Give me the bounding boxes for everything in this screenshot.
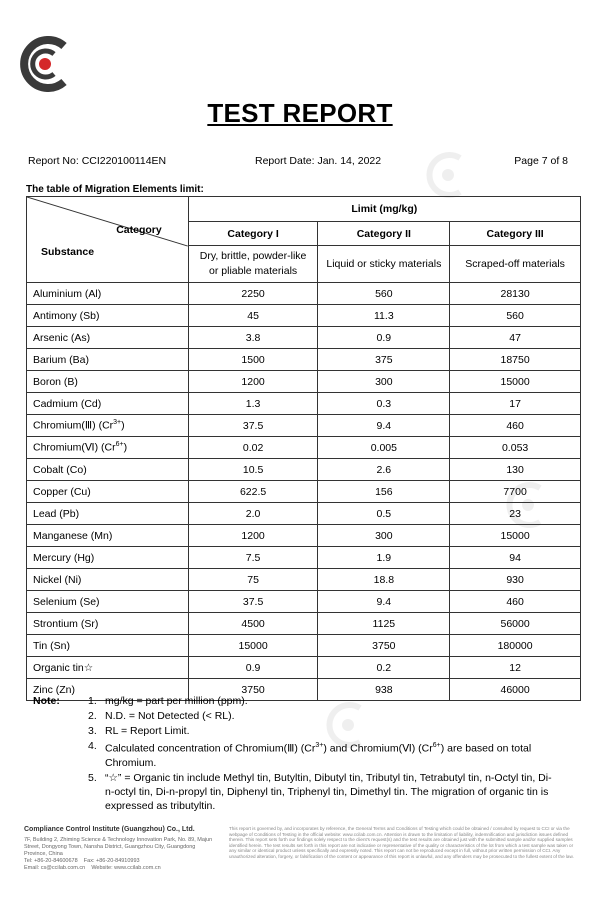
table-row xyxy=(27,635,581,657)
limit-value-cat1: 3750 xyxy=(188,679,318,701)
footer-fax: Fax: +86-20-84910993 xyxy=(83,858,140,864)
table-row xyxy=(27,283,581,305)
substance-name: Selenium (Se) xyxy=(33,595,100,608)
category-1-description: Dry, brittle, powder-like or pliable materials xyxy=(188,246,318,283)
footer-address-block xyxy=(24,837,214,872)
limit-value-cat3: 7700 xyxy=(450,481,581,503)
limit-value-cat2: 0.3 xyxy=(318,393,450,415)
substance-cell xyxy=(27,481,189,503)
note-text: mg/kg = part per million (ppm). xyxy=(105,695,248,707)
footer-company: Compliance Control Institute (Guangzhou) Co., Ltd. xyxy=(24,826,195,833)
limit-value-cat3: 15000 xyxy=(450,525,581,547)
note-superscript: 6+ xyxy=(432,742,441,749)
limit-value-cat2: 9.4 xyxy=(318,591,450,613)
substance-name: Tin (Sn) xyxy=(33,639,70,652)
substance-label: Substance xyxy=(41,246,95,258)
limit-value-cat1: 75 xyxy=(188,569,318,591)
substance-name: Strontium (Sr) xyxy=(33,617,99,630)
substance-name: Manganese (Mn) xyxy=(33,529,113,542)
limit-value-cat3: 46000 xyxy=(450,679,581,701)
table-row xyxy=(27,349,581,371)
note-text: ) are based on total Chromium. xyxy=(105,742,532,769)
table-row xyxy=(27,569,581,591)
note-text: Calculated concentration of Chromium(Ⅲ) (Cr xyxy=(105,742,316,755)
substance-cell xyxy=(27,283,189,305)
substance-name: Cobalt (Co) xyxy=(33,463,87,476)
page-number: Page 7 of 8 xyxy=(514,155,568,167)
limit-value-cat3: 23 xyxy=(450,503,581,525)
footer-legal-text: This report is governed by, and incorporates by reference, the General Terms and Conditions of Testing which could be obtained / consulted by request to CCI or via the webpage of Conditions of Testing in the official website: www.ccilab.com.cn. Attention is drawn to the limitation of liability, indemnification and jurisdiction issues defined therein. This report sets forth our findings solely respect to the client's request(s) and the test results are obtained just with the submitted sample and/or supplied samples identified herein. The test results set forth in this report are not indicative or representative of the quality or characteristics of the lot from which a test sample was taken or any similar or identical product unless specifically and expressly noted. This report can not be reproduced except in full, without prior written permission of CCI. Any unauthorized alteration, forgery, or falsification of the content or appearance of this report is unlawful, and any offenders may be prosecuted to the fullest extent of the law. xyxy=(229,826,574,859)
limit-value-cat2: 0.2 xyxy=(318,657,450,679)
note-number: 1. xyxy=(88,695,97,707)
limit-value-cat3: 460 xyxy=(450,415,581,437)
limit-value-cat3: 930 xyxy=(450,569,581,591)
substance-cell xyxy=(27,503,189,525)
limit-value-cat2: 300 xyxy=(318,525,450,547)
limit-value-cat2: 0.9 xyxy=(318,327,450,349)
limit-value-cat1: 2250 xyxy=(188,283,318,305)
limit-value-cat3: 17 xyxy=(450,393,581,415)
limit-value-cat3: 94 xyxy=(450,547,581,569)
substance-cell xyxy=(27,547,189,569)
footer-tel: Tel: +86-20-84600678 xyxy=(24,858,78,864)
limit-value-cat1: 0.02 xyxy=(188,437,318,459)
substance-name: Nickel (Ni) xyxy=(33,573,82,586)
substance-name: Chromium(Ⅲ) (Cr xyxy=(33,419,114,432)
substance-cell xyxy=(27,591,189,613)
limit-value-cat3: 18750 xyxy=(450,349,581,371)
substance-name: Organic tin☆ xyxy=(33,661,94,674)
limit-value-cat1: 1200 xyxy=(188,525,318,547)
note-number: 3. xyxy=(88,725,97,737)
substance-name: Zinc (Zn) xyxy=(33,683,75,696)
limit-value-cat3: 15000 xyxy=(450,371,581,393)
category-2-header: Category II xyxy=(318,222,450,246)
table-row xyxy=(27,371,581,393)
limit-value-cat3: 56000 xyxy=(450,613,581,635)
substance-cell xyxy=(27,525,189,547)
report-date: Report Date: Jan. 14, 2022 xyxy=(255,155,382,167)
limit-value-cat2: 1.9 xyxy=(318,547,450,569)
note-number: 4. xyxy=(88,740,97,752)
table-row xyxy=(27,459,581,481)
limit-value-cat2: 9.4 xyxy=(318,415,450,437)
substance-name: Mercury (Hg) xyxy=(33,551,95,564)
substance-name: Boron (B) xyxy=(33,375,78,388)
footer-email: Email: cs@ccilab.com.cn xyxy=(24,865,86,871)
report-number: Report No: CCI220100114EN xyxy=(28,155,167,167)
limit-value-cat2: 560 xyxy=(318,283,450,305)
note-number: 2. xyxy=(88,710,97,722)
limit-value-cat3: 28130 xyxy=(450,283,581,305)
limit-value-cat3: 460 xyxy=(450,591,581,613)
migration-limit-table xyxy=(26,196,581,701)
table-row xyxy=(27,437,581,459)
footer-website[interactable]: Website: www.ccilab.com.cn xyxy=(91,865,161,871)
table-row xyxy=(27,503,581,525)
limit-value-cat2: 375 xyxy=(318,349,450,371)
note-text: “☆” = Organic tin include Methyl tin, Butyltin, Dibutyl tin, Tributyl tin, Tetrabutyl tin, n-Octyl tin, Di-n-octyl tin, Di-n-propyl tin, Diphenyl tin, Triphenyl tin, Dimethyl tin. The migration of organic tin is expressed as tributyltin. xyxy=(105,771,552,812)
note-item xyxy=(33,709,555,723)
category-substance-header xyxy=(27,197,189,283)
note-item xyxy=(33,739,555,770)
table-row xyxy=(27,657,581,679)
limit-header: Limit (mg/kg) xyxy=(188,197,580,222)
limit-value-cat3: 560 xyxy=(450,305,581,327)
limit-value-cat1: 622.5 xyxy=(188,481,318,503)
limit-value-cat1: 37.5 xyxy=(188,415,318,437)
category-3-header: Category III xyxy=(450,222,581,246)
limit-value-cat2: 1125 xyxy=(318,613,450,635)
substance-suffix: ) xyxy=(121,419,125,432)
limit-value-cat1: 7.5 xyxy=(188,547,318,569)
footer-address: 7F, Building 2, Zhiming Science & Technology Innovation Park, No. 89, Majun Street, Dongyong Town, Nansha District, Guangzhou City, Guangdong Province, China xyxy=(24,837,213,857)
limit-value-cat3: 130 xyxy=(450,459,581,481)
category-label: Category xyxy=(116,224,162,236)
category-2-description: Liquid or sticky materials xyxy=(318,246,450,283)
table-caption: The table of Migration Elements limit: xyxy=(26,184,204,195)
limit-value-cat1: 1500 xyxy=(188,349,318,371)
substance-name: Aluminium (Al) xyxy=(33,287,102,300)
substance-name: Chromium(Ⅵ) (Cr xyxy=(33,441,116,454)
substance-suffix: ) xyxy=(123,441,128,454)
limit-value-cat1: 15000 xyxy=(188,635,318,657)
category-1-header: Category I xyxy=(188,222,318,246)
company-logo xyxy=(12,36,76,92)
substance-cell xyxy=(27,569,189,591)
ion-charge: 3+ xyxy=(113,419,122,427)
substance-cell xyxy=(27,393,189,415)
substance-cell xyxy=(27,657,189,679)
substance-cell xyxy=(27,613,189,635)
limit-value-cat1: 45 xyxy=(188,305,318,327)
substance-name: Cadmium (Cd) xyxy=(33,397,102,410)
table-row xyxy=(27,327,581,349)
table-row xyxy=(27,481,581,503)
table-row xyxy=(27,305,581,327)
substance-name: Lead (Pb) xyxy=(33,507,80,520)
substance-cell xyxy=(27,305,189,327)
substance-name: Arsenic (As) xyxy=(33,331,91,344)
substance-cell xyxy=(27,635,189,657)
limit-value-cat1: 2.0 xyxy=(188,503,318,525)
limit-value-cat1: 0.9 xyxy=(188,657,318,679)
note-text: N.D. = Not Detected (< RL). xyxy=(105,710,235,722)
substance-name: Copper (Cu) xyxy=(33,485,91,498)
table-row xyxy=(27,613,581,635)
note-item xyxy=(33,694,555,708)
note-text: ) and Chromium(Ⅵ) (Cr xyxy=(323,742,433,755)
limit-value-cat3: 0.053 xyxy=(450,437,581,459)
limit-value-cat2: 0.005 xyxy=(318,437,450,459)
page-title: TEST REPORT xyxy=(207,98,393,128)
limit-value-cat2: 938 xyxy=(318,679,450,701)
category-3-description: Scraped-off materials xyxy=(450,246,581,283)
ion-charge: 6+ xyxy=(115,441,124,449)
substance-cell xyxy=(27,415,189,437)
limit-value-cat1: 37.5 xyxy=(188,591,318,613)
limit-value-cat1: 1200 xyxy=(188,371,318,393)
limit-value-cat2: 156 xyxy=(318,481,450,503)
diagonal-line xyxy=(27,197,188,282)
limit-value-cat2: 18.8 xyxy=(318,569,450,591)
limit-value-cat2: 11.3 xyxy=(318,305,450,327)
notes-label: Note: xyxy=(33,695,60,707)
limit-value-cat1: 1.3 xyxy=(188,393,318,415)
note-number: 5. xyxy=(88,771,97,784)
limit-value-cat1: 3.8 xyxy=(188,327,318,349)
limit-value-cat3: 12 xyxy=(450,657,581,679)
limit-value-cat2: 0.5 xyxy=(318,503,450,525)
table-row xyxy=(27,393,581,415)
substance-cell xyxy=(27,459,189,481)
limit-value-cat2: 3750 xyxy=(318,635,450,657)
limit-value-cat3: 180000 xyxy=(450,635,581,657)
substance-name: Barium (Ba) xyxy=(33,353,90,366)
limit-value-cat1: 10.5 xyxy=(188,459,318,481)
substance-name: Antimony (Sb) xyxy=(33,309,100,322)
table-row xyxy=(27,591,581,613)
substance-cell xyxy=(27,327,189,349)
substance-cell xyxy=(27,349,189,371)
note-item xyxy=(33,771,555,813)
limit-value-cat2: 300 xyxy=(318,371,450,393)
limit-value-cat1: 4500 xyxy=(188,613,318,635)
table-row xyxy=(27,547,581,569)
table-row xyxy=(27,525,581,547)
limit-value-cat3: 47 xyxy=(450,327,581,349)
substance-cell xyxy=(27,437,189,459)
note-item xyxy=(33,724,555,738)
substance-cell xyxy=(27,371,189,393)
limit-value-cat2: 2.6 xyxy=(318,459,450,481)
note-text: RL = Report Limit. xyxy=(105,725,190,737)
note-superscript: 3+ xyxy=(315,742,324,749)
table-row xyxy=(27,415,581,437)
